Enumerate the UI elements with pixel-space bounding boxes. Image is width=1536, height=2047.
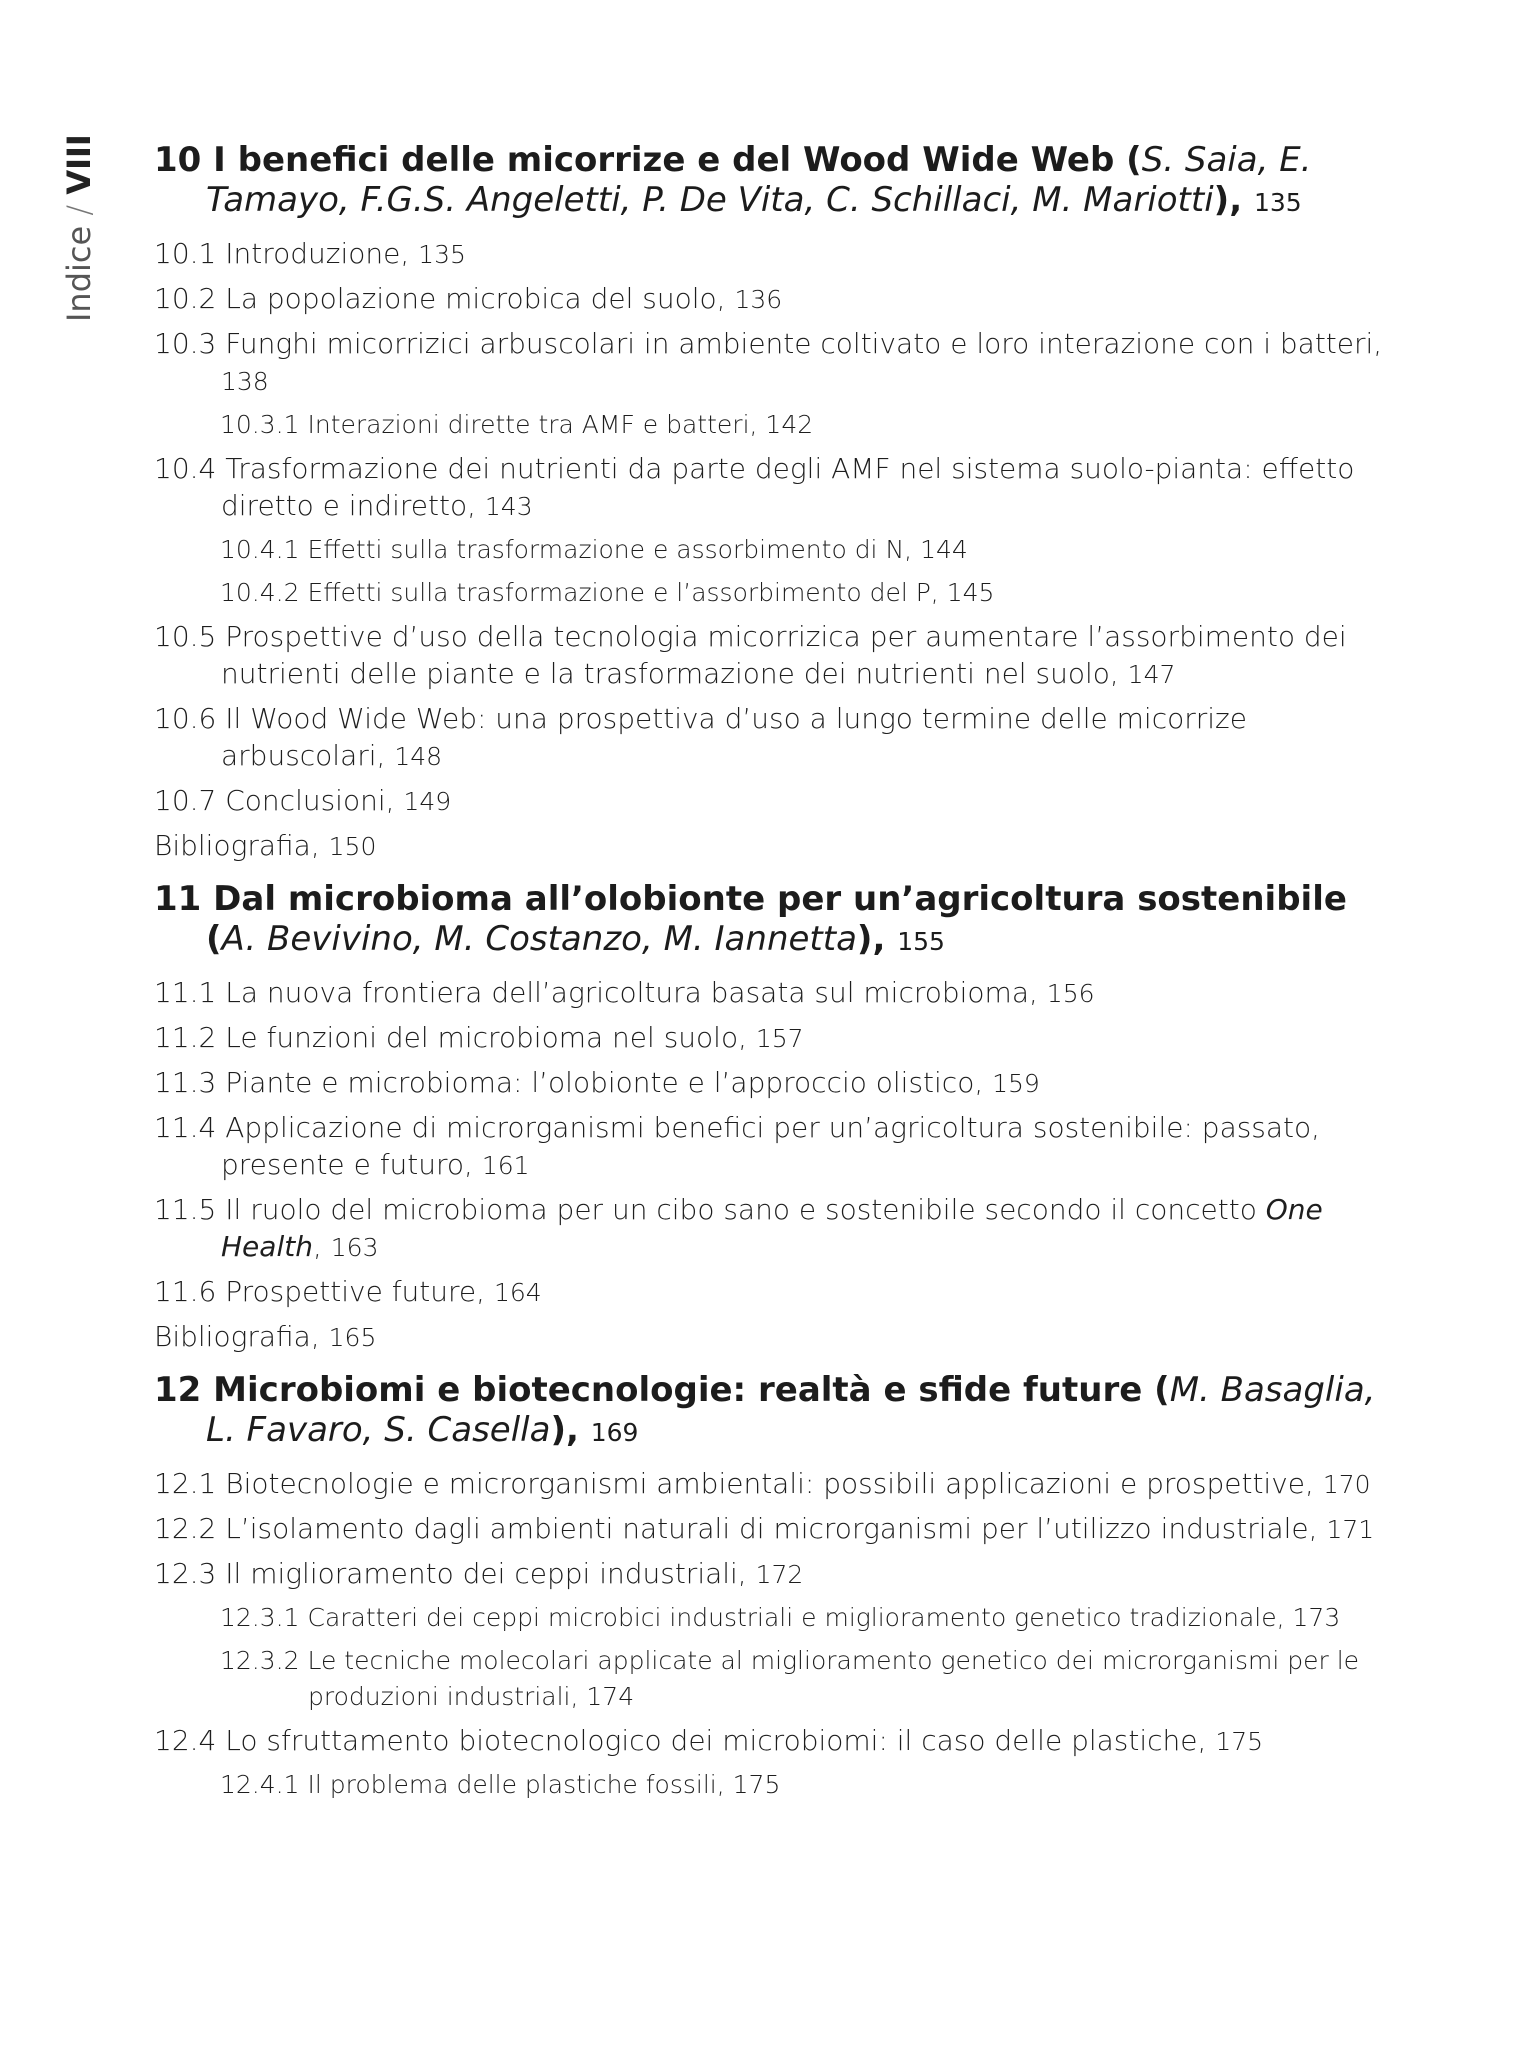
chapter-authors: M. Basaglia, L. Favaro, S. Casella bbox=[206, 1370, 1376, 1450]
toc-entry[interactable]: 11.6 Prospettive future, 164 bbox=[154, 1275, 542, 1308]
toc-entry[interactable]: 11.1 La nuova frontiera dell’agricoltura basata sul microbioma, 156 bbox=[154, 976, 1095, 1009]
toc-entry[interactable]: 11.4 Applicazione di microrganismi benefici per un’agricoltura sostenibile: passato, presente e futuro, 161 bbox=[154, 1111, 1321, 1181]
chapter-page: 169 bbox=[590, 1418, 639, 1447]
toc-entry[interactable]: 10.7 Conclusioni, 149 bbox=[154, 784, 452, 817]
table-of-contents bbox=[154, 140, 1384, 1817]
header-separator: / bbox=[60, 204, 98, 216]
chapter-page: 135 bbox=[1253, 188, 1302, 217]
toc-entry[interactable]: 12.3 Il miglioramento dei ceppi industriali, 172 bbox=[154, 1557, 804, 1590]
toc-entry[interactable]: 10.4 Trasformazione dei nutrienti da parte degli AMF nel sistema suolo-pianta: effetto diretto e indiretto, 143 bbox=[154, 452, 1355, 522]
toc-subentry[interactable]: 10.3.1 Interazioni dirette tra AMF e batteri, 142 bbox=[220, 410, 814, 439]
toc-entry[interactable]: 10.2 La popolazione microbica del suolo, 136 bbox=[154, 282, 783, 315]
toc-entry[interactable]: 10.3 Funghi micorrizici arbuscolari in ambiente coltivato e loro interazione con i batteri, 138 bbox=[154, 327, 1383, 396]
chapter-11 bbox=[154, 879, 1384, 1356]
toc-entry[interactable]: 10.5 Prospettive d’uso della tecnologia micorrizica per aumentare l’assorbimento dei nutrienti delle piante e la trasformazione dei nutrienti nel suolo, 147 bbox=[154, 620, 1347, 690]
toc-entry[interactable]: 10.1 Introduzione, 135 bbox=[154, 237, 466, 270]
chapter-title[interactable]: 10 I benefici delle micorrize e del Wood Wide Web (S. Saia, E. Tamayo, F.G.S. Angeletti, P. De Vita, C. Schillaci, M. Mariotti), 135 bbox=[154, 140, 1312, 220]
toc-entry[interactable]: 12.2 L’isolamento dagli ambienti naturali di microrganismi per l’utilizzo industriale, 171 bbox=[154, 1512, 1375, 1545]
chapter-page: 155 bbox=[897, 927, 945, 956]
page-number: VIII bbox=[60, 134, 98, 195]
toc-subentry[interactable]: 12.3.1 Caratteri dei ceppi microbici industriali e miglioramento genetico tradizionale, 173 bbox=[220, 1603, 1341, 1632]
running-header bbox=[40, 128, 120, 328]
toc-entry[interactable]: 11.5 Il ruolo del microbioma per un cibo sano e sostenibile secondo il concetto One Health, 163 bbox=[154, 1193, 1323, 1263]
toc-subentry[interactable]: 10.4.2 Effetti sulla trasformazione e l’assorbimento del P, 145 bbox=[220, 578, 995, 607]
toc-bibliography[interactable]: Bibliografia, 150 bbox=[154, 829, 377, 862]
chapter-authors: A. Bevivino, M. Costanzo, M. Iannetta bbox=[221, 919, 857, 959]
chapter-12 bbox=[154, 1370, 1384, 1803]
toc-subentry[interactable]: 10.4.1 Effetti sulla trasformazione e assorbimento di N, 144 bbox=[220, 535, 968, 564]
chapter-title[interactable]: 11 Dal microbioma all’olobionte per un’agricoltura sostenibile (A. Bevivino, M. Costanzo, M. Iannetta), 155 bbox=[154, 879, 1347, 959]
toc-subentry[interactable]: 12.3.2 Le tecniche molecolari applicate al miglioramento genetico dei microrganismi per le produzioni industriali, 174 bbox=[220, 1646, 1360, 1711]
toc-bibliography[interactable]: Bibliografia, 165 bbox=[154, 1320, 377, 1353]
chapter-10 bbox=[154, 140, 1384, 865]
toc-entry[interactable]: 10.6 Il Wood Wide Web: una prospettiva d’uso a lungo termine delle micorrize arbuscolari, 148 bbox=[154, 702, 1247, 772]
section-label: Indice bbox=[60, 225, 98, 322]
chapter-title[interactable]: 12 Microbiomi e biotecnologie: realtà e sfide future (M. Basaglia, L. Favaro, S. Casella), 169 bbox=[154, 1370, 1376, 1450]
toc-entry[interactable]: 11.2 Le funzioni del microbioma nel suolo, 157 bbox=[154, 1021, 804, 1054]
toc-entry[interactable]: 12.1 Biotecnologie e microrganismi ambientali: possibili applicazioni e prospettive, 170 bbox=[154, 1467, 1371, 1500]
toc-entry[interactable]: 12.4 Lo sfruttamento biotecnologico dei microbiomi: il caso delle plastiche, 175 bbox=[154, 1724, 1264, 1757]
chapter-authors: S. Saia, E. Tamayo, F.G.S. Angeletti, P. De Vita, C. Schillaci, M. Mariotti bbox=[206, 140, 1312, 220]
toc-subentry[interactable]: 12.4.1 Il problema delle plastiche fossili, 175 bbox=[220, 1770, 781, 1799]
toc-entry[interactable]: 11.3 Piante e microbioma: l’olobionte e l’approccio olistico, 159 bbox=[154, 1066, 1040, 1099]
